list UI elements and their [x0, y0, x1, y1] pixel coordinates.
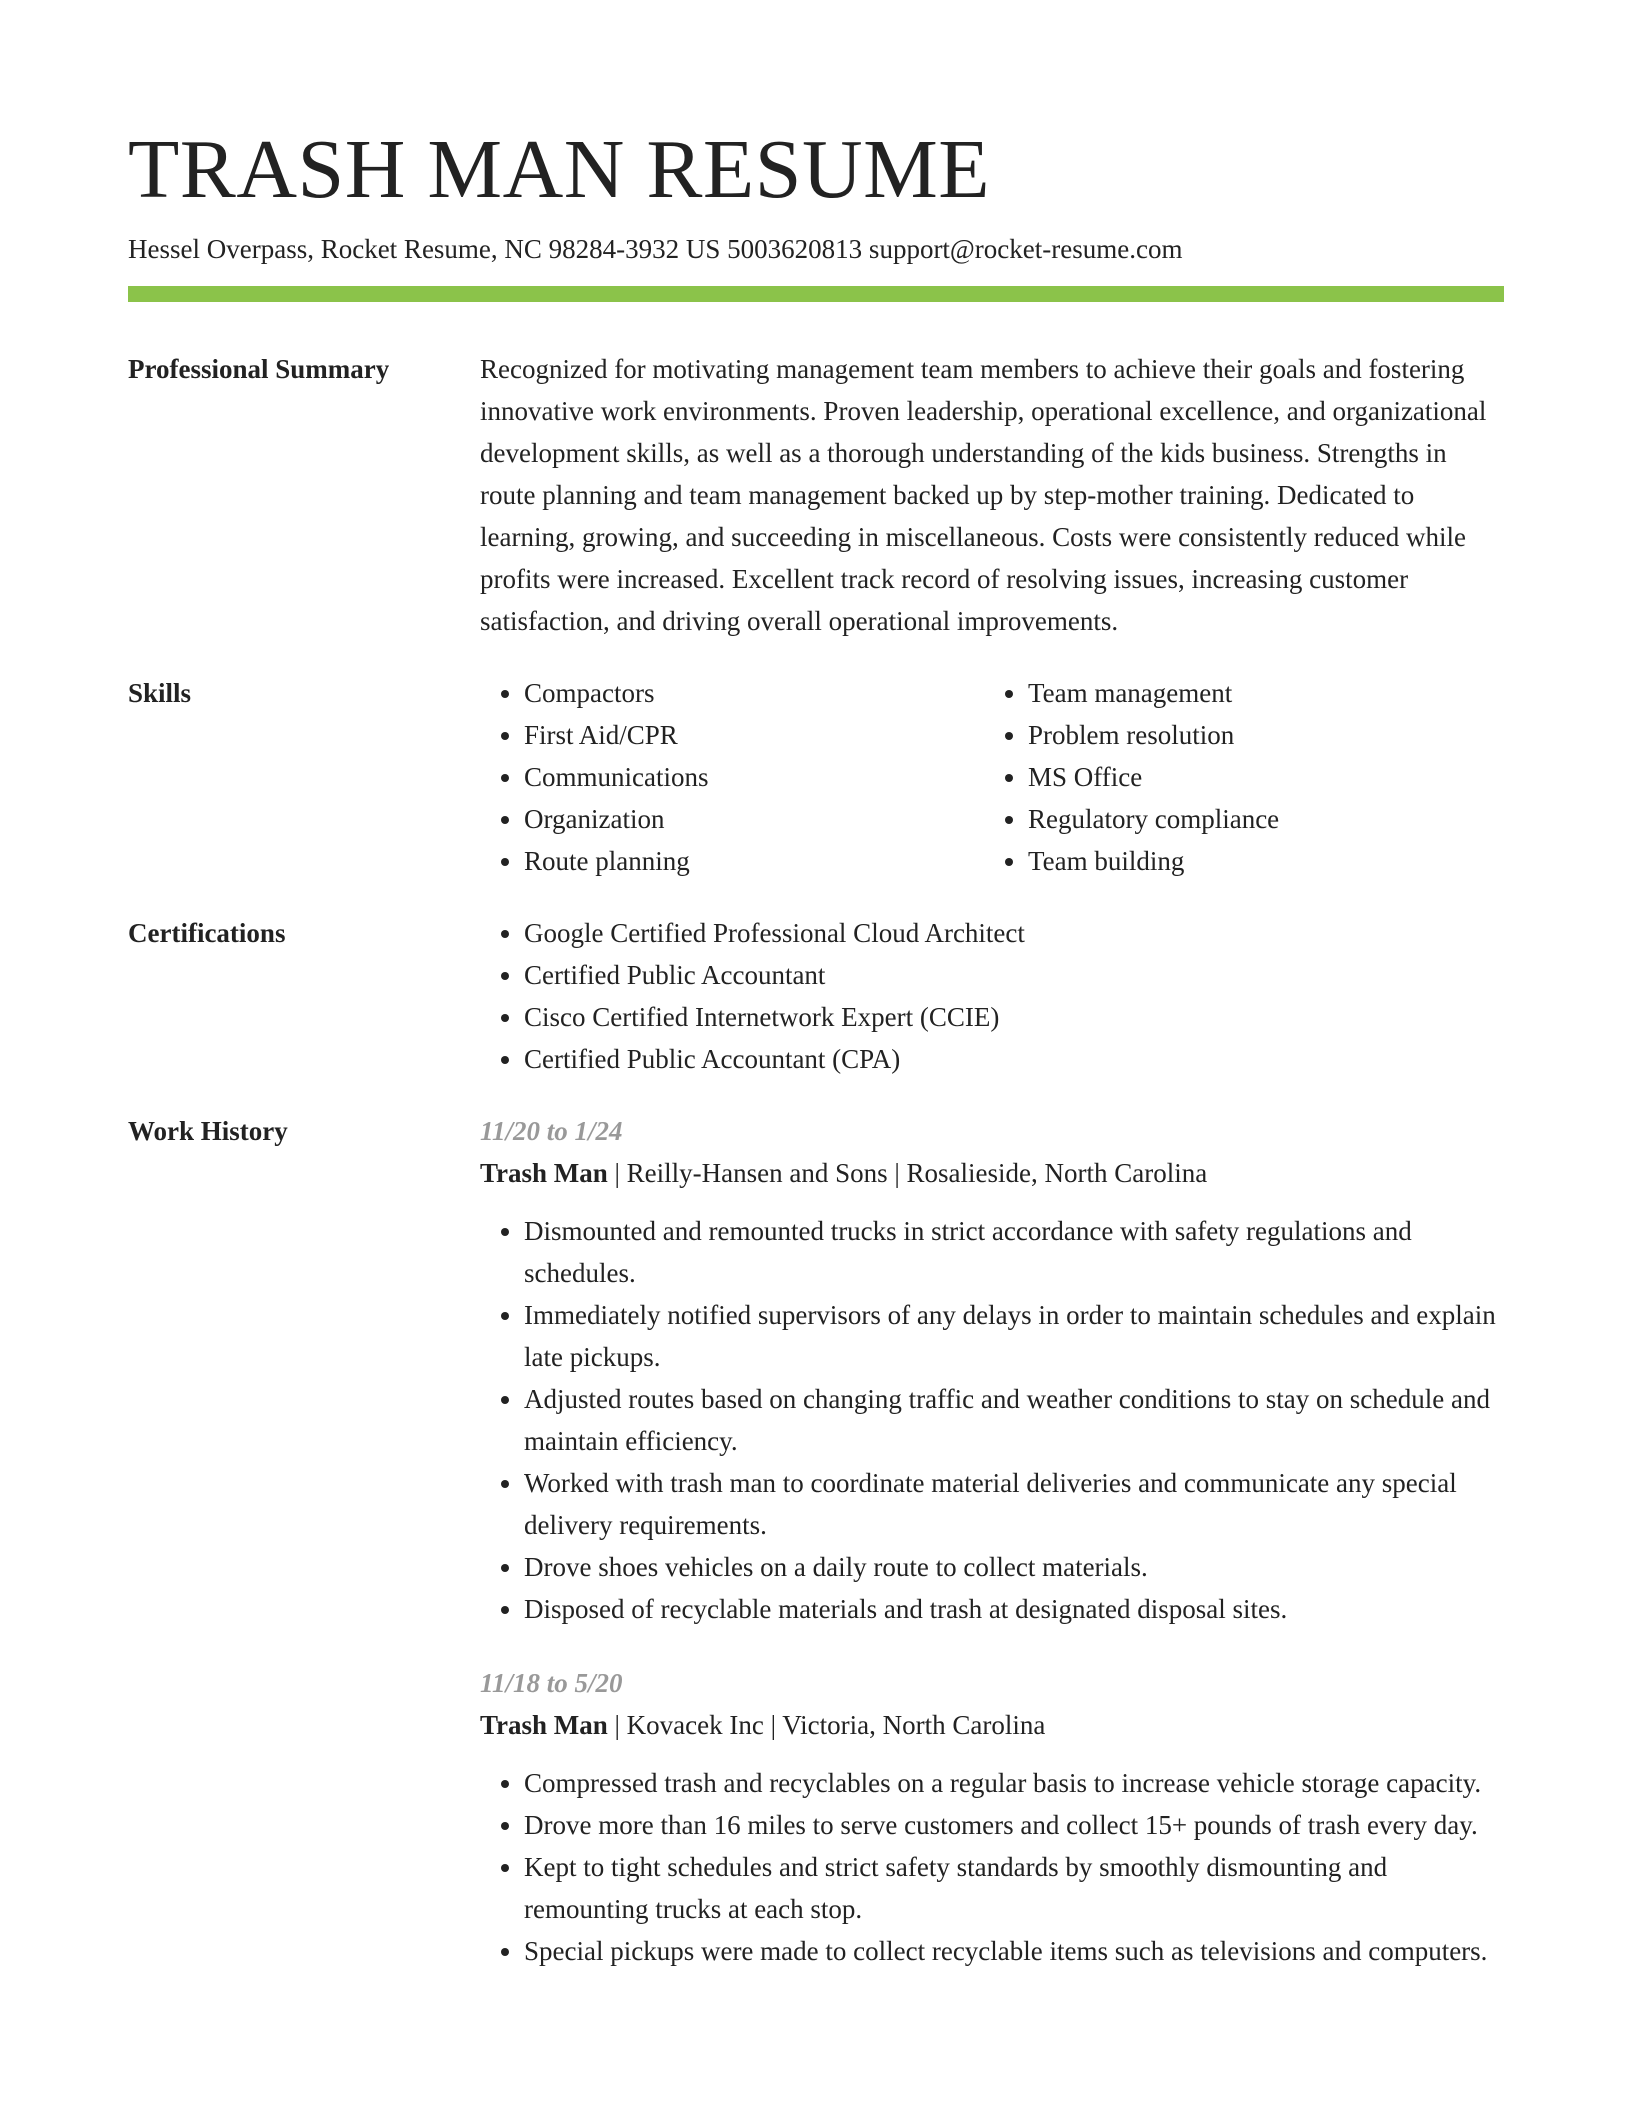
job-title: Trash Man [480, 1158, 608, 1188]
work-history-heading: Work History [128, 1116, 288, 1146]
resume-title: TRASH MAN RESUME [128, 123, 991, 216]
job-entry [480, 1110, 1504, 1630]
job-heading [480, 1152, 1504, 1194]
certification-item: • Certified Public Accountant (CPA) [524, 1038, 1504, 1080]
job-employer-location: | Reilly-Hansen and Sons | Rosalieside, North Carolina [607, 1158, 1208, 1188]
skill-item: • Compactors [524, 672, 984, 714]
job-duty: • Kept to tight schedules and strict safety standards by smoothly dismounting and remounting trucks at each stop. [524, 1846, 1504, 1930]
certifications-body [480, 912, 1504, 1080]
job-employer-location: | Kovacek Inc | Victoria, North Carolina [607, 1710, 1046, 1740]
job-entry [480, 1662, 1504, 1972]
skills-body [480, 672, 1504, 882]
job-duty: • Disposed of recyclable materials and trash at designated disposal sites. [524, 1588, 1504, 1630]
skills-column-right [984, 672, 1488, 882]
summary-body [480, 348, 1504, 642]
job-duty: • Drove shoes vehicles on a daily route to collect materials. [524, 1546, 1504, 1588]
skill-item: • First Aid/CPR [524, 714, 984, 756]
job-duty: • Compressed trash and recyclables on a regular basis to increase vehicle storage capacity. [524, 1762, 1504, 1804]
skill-item: • Route planning [524, 840, 984, 882]
job-dates: 11/20 to 1/24 [480, 1116, 623, 1146]
skills-column-left [480, 672, 984, 882]
skill-item: • Communications [524, 756, 984, 798]
certification-item: • Cisco Certified Internetwork Expert (CCIE) [524, 996, 1504, 1038]
skill-item: • Organization [524, 798, 984, 840]
certification-item: • Google Certified Professional Cloud Architect [524, 912, 1504, 954]
job-duty: • Worked with trash man to coordinate material deliveries and communicate any special delivery requirements. [524, 1462, 1504, 1546]
skill-item: • Team building [1028, 840, 1488, 882]
job-title: Trash Man [480, 1710, 608, 1740]
work-history-body [480, 1110, 1504, 1972]
job-heading [480, 1704, 1504, 1746]
summary-heading: Professional Summary [128, 354, 390, 384]
job-duty: • Special pickups were made to collect recyclable items such as televisions and computers. [524, 1930, 1504, 1972]
skill-item: • MS Office [1028, 756, 1488, 798]
certifications-heading: Certifications [128, 918, 286, 948]
summary-text: Recognized for motivating management team members to achieve their goals and fostering innovative work environments. Proven leadership, operational excellence, and organizational development skills, as well as a thorough understanding of the kids business. Strengths in route planning and team management backed up by step-mother training. Dedicated to learning, growing, and succeeding in miscellaneous. Costs were consistently reduced while profits were increased. Excellent track record of resolving issues, increasing customer satisfaction, and driving overall operational improvements. [480, 354, 1487, 636]
job-duty: • Adjusted routes based on changing traffic and weather conditions to stay on schedule and maintain efficiency. [524, 1378, 1504, 1462]
job-duties [480, 1762, 1504, 1972]
job-duties [480, 1210, 1504, 1630]
job-duty: • Drove more than 16 miles to serve customers and collect 15+ pounds of trash every day. [524, 1804, 1504, 1846]
skills-columns [480, 672, 1504, 882]
job-duty: • Dismounted and remounted trucks in strict accordance with safety regulations and schedules. [524, 1210, 1504, 1294]
skills-heading: Skills [128, 678, 192, 708]
skill-item: • Regulatory compliance [1028, 798, 1488, 840]
job-dates: 11/18 to 5/20 [480, 1668, 623, 1698]
certification-item: • Certified Public Accountant [524, 954, 1504, 996]
skill-item: • Team management [1028, 672, 1488, 714]
job-duty: • Immediately notified supervisors of any delays in order to maintain schedules and explain late pickups. [524, 1294, 1504, 1378]
header-divider [128, 286, 1504, 302]
contact-line: Hessel Overpass, Rocket Resume, NC 98284-3932 US 5003620813 support@rocket-resume.com [128, 234, 1183, 264]
skill-item: • Problem resolution [1028, 714, 1488, 756]
